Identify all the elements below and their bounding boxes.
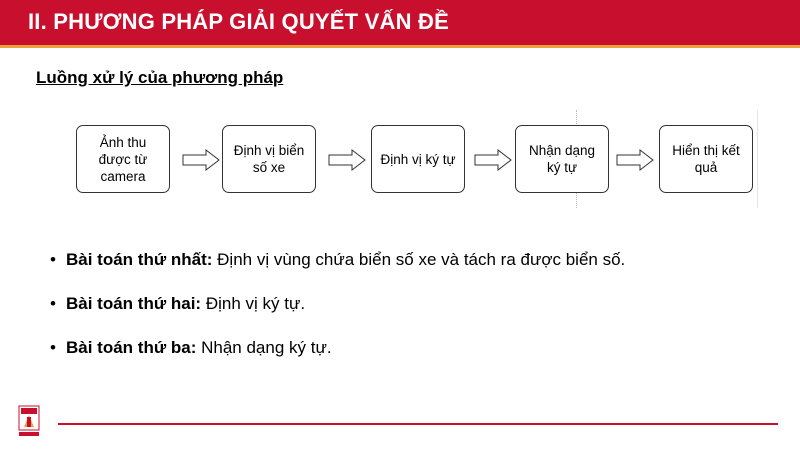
bullet-text: Định vị vùng chứa biển số xe và tách ra được biển số. bbox=[212, 250, 626, 269]
flow-step-label: Nhận dạng ký tự bbox=[528, 143, 596, 175]
bullet-item bbox=[50, 292, 625, 316]
flow-step-char-recognition bbox=[515, 125, 609, 193]
header-bar bbox=[0, 0, 800, 45]
arrow-right-icon bbox=[182, 149, 220, 171]
bullet-item bbox=[50, 248, 625, 272]
section-subtitle: Luồng xử lý của phương pháp bbox=[36, 68, 284, 87]
university-logo-icon bbox=[18, 405, 40, 437]
bullet-lead: Bài toán thứ nhất: bbox=[66, 250, 213, 269]
bullet-lead: Bài toán thứ ba: bbox=[66, 338, 197, 357]
flow-step-label: Ảnh thu được từ camera bbox=[98, 134, 148, 184]
flow-step-display-result bbox=[659, 125, 753, 193]
flow-step-char-localization bbox=[371, 125, 465, 193]
bullet-text: Định vị ký tự. bbox=[201, 294, 306, 313]
arrow-right-icon bbox=[474, 149, 512, 171]
bullet-text: Nhận dạng ký tự. bbox=[196, 338, 332, 357]
flow-step-label: Định vị ký tự bbox=[380, 151, 456, 167]
arrow-right-icon bbox=[328, 149, 366, 171]
flow-step-plate-localization bbox=[222, 125, 316, 193]
process-flow bbox=[76, 125, 756, 195]
guide-line bbox=[757, 110, 758, 208]
bullet-lead: Bài toán thứ hai: bbox=[66, 294, 202, 313]
flow-step-label: Định vị biển số xe bbox=[233, 143, 305, 175]
arrow-right-icon bbox=[616, 149, 654, 171]
flow-step-label: Hiển thị kết quả bbox=[672, 143, 740, 175]
flow-step-capture bbox=[76, 125, 170, 193]
header-accent-line bbox=[0, 45, 800, 48]
bullet-list bbox=[50, 248, 625, 380]
slide-title: II. PHƯƠNG PHÁP GIẢI QUYẾT VẤN ĐỀ bbox=[28, 9, 449, 34]
footer-line bbox=[58, 423, 778, 425]
bullet-item bbox=[50, 336, 625, 360]
